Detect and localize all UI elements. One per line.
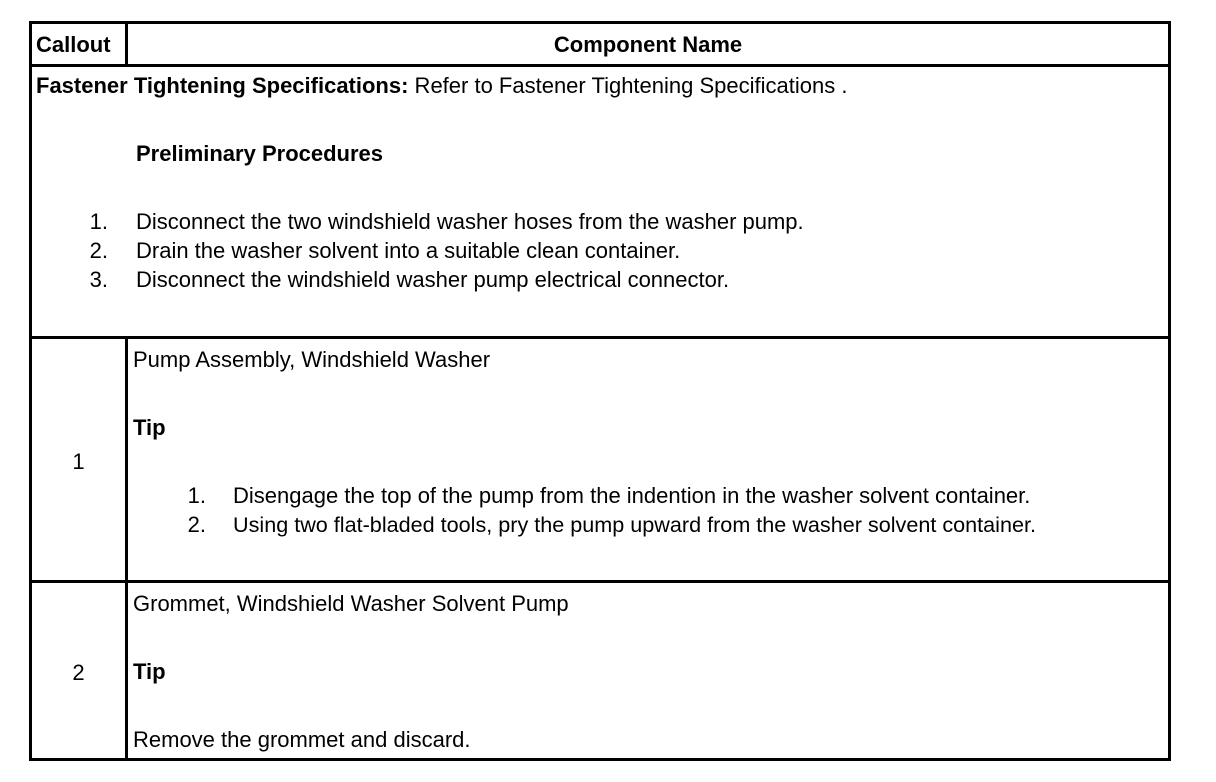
fastener-spec-label: Fastener Tightening Specifications: [36, 73, 409, 98]
fastener-spec-line [36, 73, 847, 99]
tip-step-number: 2. [187, 512, 206, 537]
body-column-divider [125, 336, 128, 761]
callout-number: 2 [72, 660, 85, 685]
tip-step-text: Disengage the top of the pump from the indention in the washer solvent container. [233, 483, 1031, 508]
callout-number: 1 [72, 449, 85, 474]
row-divider [32, 580, 1168, 583]
callout-header: Callout [36, 32, 111, 57]
procedure-table [29, 21, 1171, 761]
intro-step-text: Drain the washer solvent into a suitable clean container. [136, 238, 681, 263]
tip-label: Tip [133, 415, 166, 440]
intro-step-text: Disconnect the windshield washer pump electrical connector. [136, 267, 730, 292]
intro-step-number: 3. [89, 267, 108, 292]
header-divider [32, 64, 1168, 67]
intro-divider [32, 336, 1168, 339]
tip-note: Remove the grommet and discard. [133, 727, 471, 752]
component-name: Pump Assembly, Windshield Washer [133, 347, 491, 372]
preliminary-procedures-title: Preliminary Procedures [136, 141, 384, 166]
component-name: Grommet, Windshield Washer Solvent Pump [133, 591, 569, 616]
tip-label: Tip [133, 659, 166, 684]
tip-step-number: 1. [187, 483, 206, 508]
tip-step-text: Using two flat-bladed tools, pry the pump upward from the washer solvent container. [233, 512, 1036, 537]
fastener-spec-text: Refer to Fastener Tightening Specifications . [408, 73, 848, 98]
intro-step-number: 2. [89, 238, 108, 263]
component-name-header: Component Name [553, 32, 743, 57]
intro-step-text: Disconnect the two windshield washer hoses from the washer pump. [136, 209, 804, 234]
intro-step-number: 1. [89, 209, 108, 234]
